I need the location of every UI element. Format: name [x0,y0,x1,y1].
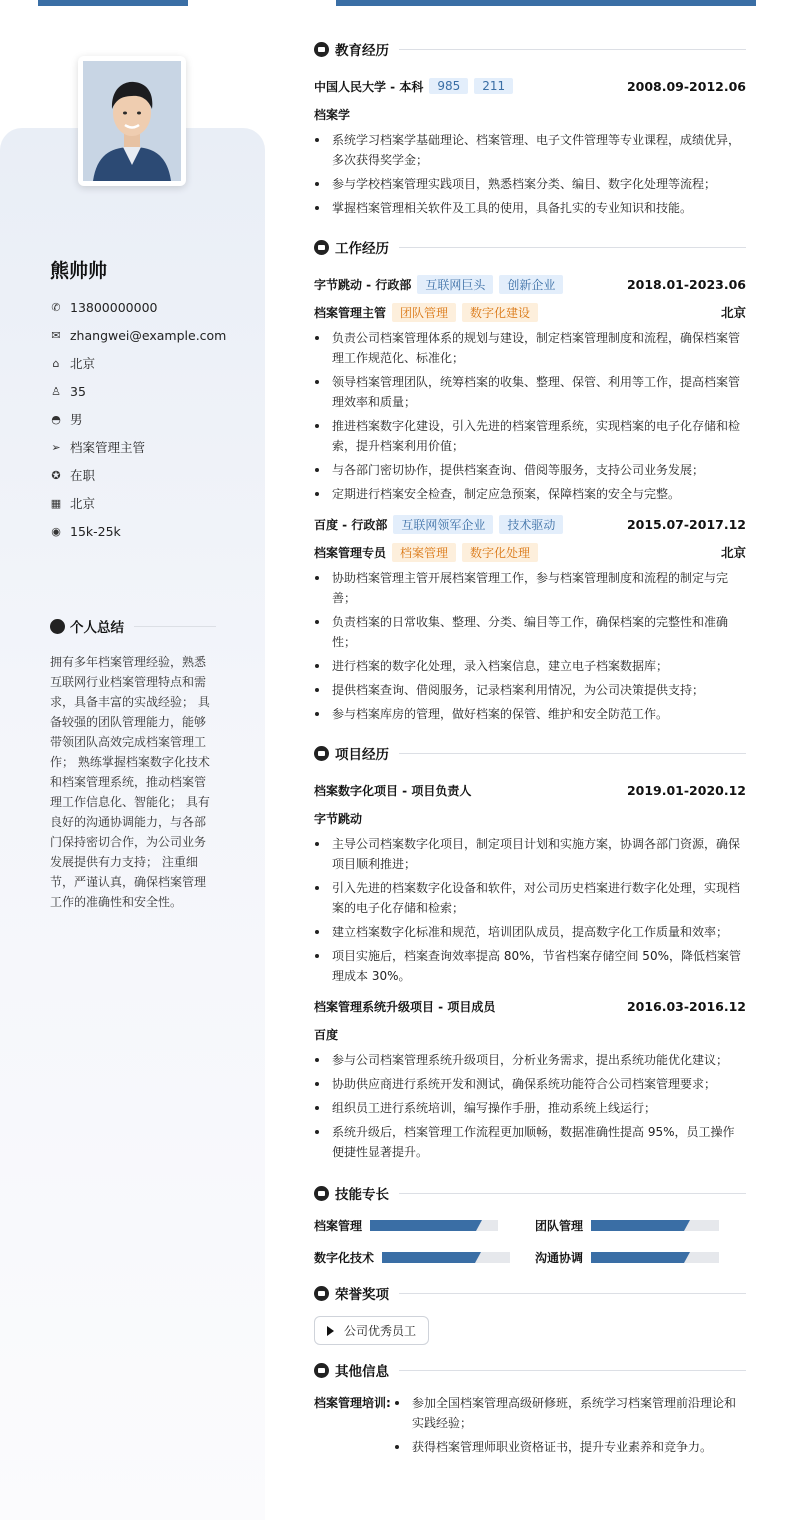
company-tag: 互联网领军企业 [393,515,493,534]
school-tag: 211 [474,78,513,94]
skill-item [314,1214,535,1236]
mail-icon: ✉ [51,328,61,342]
education-row [314,72,746,100]
contact-row [50,293,250,321]
bullet-item: 参加全国档案管理高级研修班，系统学习档案管理前沿理论和实践经验； [394,1393,746,1433]
project-name-row [314,992,746,1020]
role-tag: 档案管理 [392,543,456,562]
bullet-item: 主导公司档案数字化项目，制定项目计划和实施方案，协调各部门资源，确保项目顺利推进； [314,834,746,874]
job-company-row [314,270,746,298]
bullet-item: 组织员工进行系统培训，编写操作手册，推动系统上线运行； [314,1098,746,1118]
honors-title: 荣誉奖项 [335,1287,389,1303]
bullet-item: 领导档案管理团队，统筹档案的收集、整理、保管、利用等工作，提高档案管理效率和质量； [314,372,746,412]
contact-list [50,293,250,545]
bullet-item: 引入先进的档案数字化设备和软件，对公司历史档案进行数字化处理，实现档案的电子化存储和检索； [314,878,746,918]
job-bullets [314,328,746,504]
contact-row [50,321,250,349]
divider [399,1370,746,1371]
summary-title: 个人总结 [70,620,124,636]
skills-header [314,1180,746,1206]
award-icon [314,1286,329,1301]
contact-row [50,461,250,489]
project-org: 字节跳动 [314,811,363,826]
bullet-item: 协助档案管理主管开展档案管理工作，参与档案管理制度和流程的制定与完善； [314,568,746,608]
major: 档案学 [314,107,351,122]
project-date: 2019.01-2020.12 [626,782,746,798]
project-entry [314,776,746,986]
briefcase-icon [314,240,329,255]
bullet-item: 负责档案的日常收集、整理、分类、编目等工作，确保档案的完整性和准确性； [314,612,746,652]
job-date: 2018.01-2023.06 [626,276,746,292]
project-name: 档案数字化项目 - 项目负责人 [314,783,472,798]
school-name: 中国人民大学 - 本科 [314,79,424,94]
bullet-item: 系统学习档案学基础理论、档案管理、电子文件管理等专业课程，成绩优异，多次获得奖学金； [314,130,746,170]
divider [399,753,746,754]
graduation-cap-icon [314,42,329,57]
project-org: 百度 [314,1027,339,1042]
skill-bar-fill [591,1220,684,1231]
phone-icon: ✆ [51,300,61,314]
project-name: 档案管理系统升级项目 - 项目成员 [314,999,496,1014]
building-icon: ▦ [50,496,62,510]
summary-header [50,616,216,636]
play-icon [327,1326,334,1336]
job-entry [314,270,746,504]
skill-item [535,1214,746,1236]
contact-value: zhangwei@example.com [70,327,227,343]
bullet-item: 进行档案的数字化处理，录入档案信息，建立电子档案数据库； [314,656,746,676]
salary-icon: ◉ [51,524,61,538]
role-tag: 数字化建设 [462,303,538,322]
school-tag: 985 [429,78,468,94]
job-city: 北京 [720,545,746,560]
skills-grid [314,1214,746,1268]
award-label: 公司优秀员工 [344,1324,417,1338]
education-title: 教育经历 [335,43,389,59]
skill-name: 数字化技术 [314,1250,375,1265]
contact-value: 35 [70,383,86,399]
contact-row [50,377,250,405]
education-header [314,36,746,62]
main-content [314,36,746,1461]
major-row [314,100,746,128]
portrait-image [83,61,181,181]
job-company-row [314,510,746,538]
skills-title: 技能专长 [335,1187,389,1203]
job-bullets [314,568,746,724]
send-icon: ➢ [51,440,61,454]
project-org-row [314,1020,746,1048]
gender-icon: ◓ [51,412,61,426]
company-name: 百度 - 行政部 [314,517,388,532]
home-icon: ⌂ [52,356,60,370]
other-training [314,1393,746,1461]
skill-bar-fill [591,1252,684,1263]
role-tag: 团队管理 [392,303,456,322]
skill-bar [382,1252,510,1263]
bullet-item: 参与学校档案管理实践项目，熟悉档案分类、编目、数字化处理等流程； [314,174,746,194]
job-role-row [314,298,746,326]
avatar-photo [83,61,181,181]
bullet-item: 建立档案数字化标准和规范，培训团队成员，提高数字化工作质量和效率； [314,922,746,942]
project-name-row [314,776,746,804]
job-role: 档案管理主管 [314,305,387,320]
contact-row [50,489,250,517]
role-tag: 数字化处理 [462,543,538,562]
skill-item [314,1246,535,1268]
divider [399,49,746,50]
divider [399,1293,746,1294]
divider [134,626,216,627]
project-date: 2016.03-2016.12 [626,998,746,1014]
honors-header [314,1280,746,1306]
job-entry [314,510,746,724]
projects-title: 项目经历 [335,747,389,763]
bullet-item: 参与档案库房的管理，做好档案的保管、维护和安全防范工作。 [314,704,746,724]
contact-row [50,349,250,377]
training-label: 档案管理培训: [314,1396,391,1410]
status-icon: ✪ [51,468,61,482]
job-role: 档案管理专员 [314,545,387,560]
contact-value: 男 [70,412,83,427]
bullet-item: 项目实施后，档案查询效率提高 80%，节省档案存储空间 50%，降低档案管理成本 30%。 [314,946,746,986]
age-icon: ♙ [51,384,61,398]
job-city: 北京 [720,305,746,320]
work-header [314,234,746,260]
skill-bar [370,1220,498,1231]
bullet-item: 掌握档案管理相关软件及工具的使用，具备扎实的专业知识和技能。 [314,198,746,218]
project-entry [314,992,746,1162]
contact-row [50,405,250,433]
bullet-item: 协助供应商进行系统开发和测试，确保系统功能符合公司档案管理要求； [314,1074,746,1094]
skill-name: 档案管理 [314,1218,363,1233]
contact-row [50,433,250,461]
grid-icon [314,746,329,761]
skill-bar [591,1220,719,1231]
other-title: 其他信息 [335,1364,389,1380]
contact-value: 15k-25k [70,523,121,539]
contact-value: 在职 [70,468,96,483]
training-bullets [394,1393,746,1461]
work-title: 工作经历 [335,241,389,257]
project-bullets [314,834,746,986]
bullet-item: 系统升级后，档案管理工作流程更加顺畅，数据准确性提高 95%，员工操作便捷性显著提升。 [314,1122,746,1162]
contact-value: 北京 [70,356,96,371]
company-tag: 创新企业 [499,275,563,294]
info-icon [314,1363,329,1378]
contact-value: 13800000000 [70,299,158,315]
job-date: 2015.07-2017.12 [626,516,746,532]
bullet-item: 推进档案数字化建设，引入先进的档案管理系统，实现档案的电子化存储和检索，提升档案利用价值； [314,416,746,456]
project-bullets [314,1050,746,1162]
contact-value: 档案管理主管 [70,440,146,455]
contact-value: 北京 [70,496,96,511]
contact-row [50,517,250,545]
bullet-item: 提供档案查询、借阅服务，记录档案利用情况，为公司决策提供支持； [314,680,746,700]
job-role-row [314,538,746,566]
company-tag: 技术驱动 [499,515,563,534]
education-bullets [314,130,746,218]
candidate-name: 熊帅帅 [50,260,108,282]
project-org-row [314,804,746,832]
chart-icon [314,1186,329,1201]
bullet-item: 与各部门密切协作，提供档案查询、借阅等服务，支持公司业务发展； [314,460,746,480]
divider [399,1193,746,1194]
award-item [314,1316,429,1345]
avatar [78,56,186,186]
bullet-item: 参与公司档案管理系统升级项目，分析业务需求，提出系统功能优化建议； [314,1050,746,1070]
person-icon [50,619,65,634]
projects-header [314,740,746,766]
skill-item [535,1246,746,1268]
skill-bar-fill [382,1252,475,1263]
summary-text: 拥有多年档案管理经验，熟悉互联网行业档案管理特点和需求，具备丰富的实战经验； 具备较强的团队管理能力，能够带领团队高效完成档案管理工作； 熟练掌握档案数字化技术和档案管理系统，推动档案管理工作信息化、智能化； 具有良好的沟通协调能力，与各部门保持密切合作，为公司业务发展提供有力支持； 注重细节，严谨认真，确保档案管理工作的准确性和安全性。 [50,655,210,909]
bullet-item: 负责公司档案管理体系的规划与建设，制定档案管理制度和流程，确保档案管理工作规范化、标准化； [314,328,746,368]
top-accent-bar-right [336,0,756,6]
company-name: 字节跳动 - 行政部 [314,277,412,292]
skill-name: 沟通协调 [535,1250,584,1265]
skill-bar [591,1252,719,1263]
bullet-item: 获得档案管理师职业资格证书，提升专业素养和竞争力。 [394,1437,746,1457]
education-date: 2008.09-2012.06 [626,78,746,94]
skill-bar-fill [370,1220,476,1231]
bullet-item: 定期进行档案安全检查，制定应急预案，保障档案的安全与完整。 [314,484,746,504]
skill-name: 团队管理 [535,1218,584,1233]
top-accent-bar-left [38,0,188,6]
divider [399,247,746,248]
company-tag: 互联网巨头 [417,275,493,294]
other-header [314,1357,746,1383]
